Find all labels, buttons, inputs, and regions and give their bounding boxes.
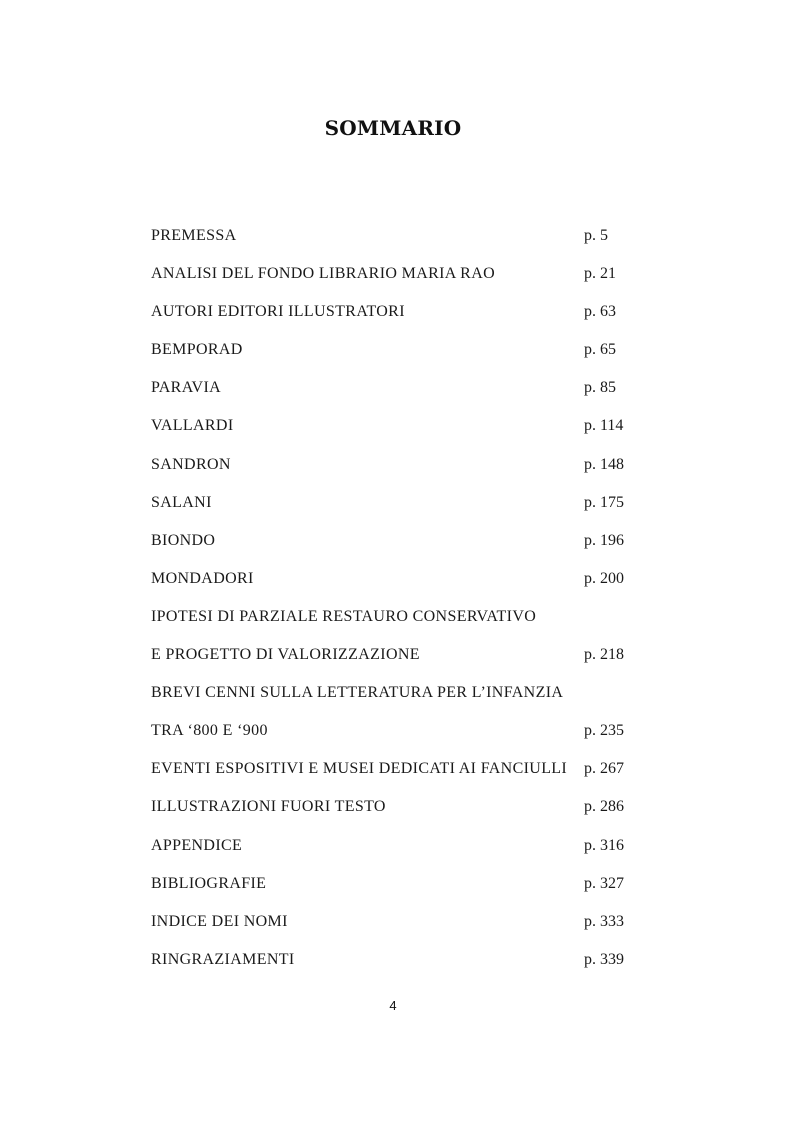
toc-entry xyxy=(151,949,631,987)
toc-entry-page: p. 327 xyxy=(584,874,624,892)
toc-entry xyxy=(151,415,631,453)
toc-entry xyxy=(151,301,631,339)
toc-entry-label: ILLUSTRAZIONI FUORI TESTO xyxy=(151,798,386,816)
toc-entry-page: p. 114 xyxy=(584,417,624,435)
toc-entry xyxy=(151,873,631,911)
toc-entry-label: AUTORI EDITORI ILLUSTRATORI xyxy=(151,303,405,321)
toc-entry-label: BIONDO xyxy=(151,531,216,549)
toc-entry xyxy=(151,644,631,682)
toc-entry-label: BEMPORAD xyxy=(151,341,243,359)
toc-entry-label: E PROGETTO DI VALORIZZAZIONE xyxy=(151,646,420,664)
toc-entry-label: ANALISI DEL FONDO LIBRARIO MARIA RAO xyxy=(151,265,496,283)
toc-entry-label: PREMESSA xyxy=(151,227,237,244)
toc-entry-label: VALLARDI xyxy=(151,417,234,435)
toc-entry-page: p. 148 xyxy=(584,455,624,473)
toc-entry xyxy=(151,911,631,949)
page-title: SOMMARIO xyxy=(324,116,462,140)
toc-entry xyxy=(151,682,631,720)
table-of-contents xyxy=(151,225,631,987)
toc-entry xyxy=(151,339,631,377)
toc-entry-label: BIBLIOGRAFIE xyxy=(151,874,267,892)
toc-entry-page: p. 286 xyxy=(584,798,624,816)
toc-entry xyxy=(151,796,631,834)
toc-entry-label: EVENTI ESPOSITIVI E MUSEI DEDICATI AI FANCIULLI xyxy=(151,760,568,778)
toc-entry-page: p. 65 xyxy=(584,341,616,359)
toc-entry xyxy=(151,263,631,301)
toc-entry-label: MONDADORI xyxy=(151,569,254,587)
toc-entry-label: SANDRON xyxy=(151,455,231,473)
toc-entry xyxy=(151,225,631,263)
toc-entry-page: p. 218 xyxy=(584,646,624,664)
toc-entry-label: TRA ‘800 E ‘900 xyxy=(151,722,268,740)
toc-entry-label: APPENDICE xyxy=(151,836,243,854)
toc-entry xyxy=(151,606,631,644)
toc-entry-page: p. 175 xyxy=(584,493,624,511)
toc-entry-label: SALANI xyxy=(151,493,212,511)
toc-entry xyxy=(151,835,631,873)
toc-entry-page: p. 333 xyxy=(584,912,624,930)
toc-entry-page: p. 21 xyxy=(584,265,616,283)
toc-entry-page: p. 339 xyxy=(584,950,624,968)
toc-entry-page: p. 267 xyxy=(584,760,624,778)
toc-entry-page: p. 196 xyxy=(584,531,624,549)
page-number: 4 xyxy=(389,998,397,1013)
toc-entry xyxy=(151,758,631,796)
toc-entry xyxy=(151,377,631,415)
toc-entry-page: p. 63 xyxy=(584,303,616,321)
toc-entry-label: PARAVIA xyxy=(151,379,222,397)
toc-entry-label: INDICE DEI NOMI xyxy=(151,912,288,930)
toc-entry-label: IPOTESI DI PARZIALE RESTAURO CONSERVATIVO xyxy=(151,607,537,625)
toc-entry xyxy=(151,720,631,758)
toc-entry-label: BREVI CENNI SULLA LETTERATURA PER L’INFANZIA xyxy=(151,684,564,702)
toc-entry-page: p. 200 xyxy=(584,569,624,587)
toc-entry xyxy=(151,530,631,568)
toc-entry xyxy=(151,492,631,530)
toc-entry-page: p. 235 xyxy=(584,722,624,740)
toc-entry-page: p. 316 xyxy=(584,836,624,854)
toc-entry-page: p. 5 xyxy=(584,227,608,244)
toc-entry-label: RINGRAZIAMENTI xyxy=(151,950,295,968)
toc-entry xyxy=(151,568,631,606)
toc-entry xyxy=(151,454,631,492)
toc-entry-page: p. 85 xyxy=(584,379,616,397)
